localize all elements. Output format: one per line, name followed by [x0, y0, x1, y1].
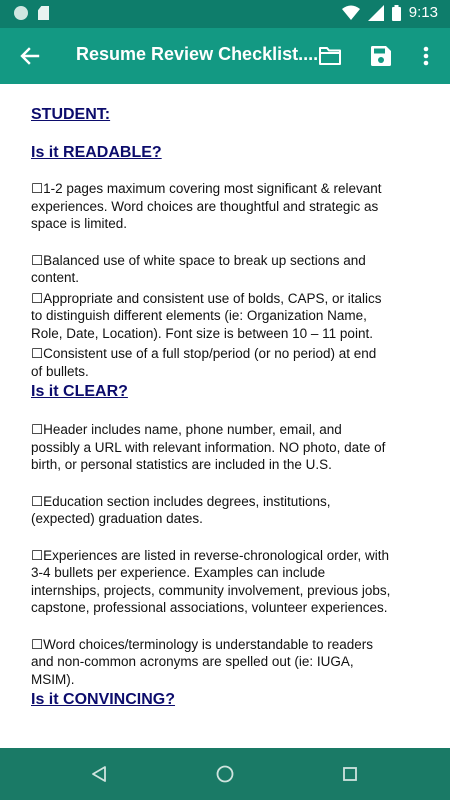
back-triangle-icon	[91, 766, 107, 782]
back-button[interactable]	[10, 36, 50, 76]
sd-card-icon	[38, 6, 49, 20]
save-icon	[371, 46, 391, 66]
nav-home-button[interactable]	[209, 758, 241, 790]
checklist-item: ☐Experiences are listed in reverse-chronological order, with 3-4 bullets per experience. Examples can include internships, projects, community involvement, previous jobs, capstone, professional associations, volunteer experiences.	[31, 547, 391, 615]
checklist-item: ☐Header includes name, phone number, email, and possibly a URL with relevant information. NO photo, date of birth, or personal statistics are included in the U.S.	[31, 422, 386, 472]
more-vert-icon	[423, 46, 429, 66]
status-left-icons	[14, 6, 49, 20]
wifi-icon	[342, 5, 360, 21]
app-bar	[0, 28, 450, 84]
page-title: Resume Review Checklist....	[76, 44, 319, 64]
checklist-item: ☐Word choices/terminology is understandable to readers and non-common acronyms are spelled out (ie: IUGA, MSIM).	[31, 636, 374, 687]
open-folder-button[interactable]	[310, 36, 350, 76]
nav-back-button[interactable]	[83, 758, 115, 790]
status-right-icons	[342, 4, 438, 21]
recents-square-icon	[343, 767, 357, 781]
checklist-item: ☐Appropriate and consistent use of bolds, CAPS, or italics to distinguish different elements (ie: Organization Name, Role, Date, Location). Font size is between 10 – 11 point.	[31, 290, 382, 341]
section-heading-convincing: Is it CONVINCING?	[31, 691, 176, 708]
status-bar	[0, 0, 450, 28]
document-body	[31, 106, 391, 709]
overflow-menu-button[interactable]	[406, 36, 446, 76]
battery-icon	[392, 5, 401, 21]
checklist-item: ☐1-2 pages maximum covering most significant & relevant experiences. Word choices are thoughtful and strategic as space is limited.	[31, 181, 382, 231]
navigation-bar	[0, 748, 450, 800]
signal-icon	[368, 5, 384, 21]
arrow-back-icon	[20, 46, 40, 66]
section-heading-clear: Is it CLEAR?	[31, 383, 128, 400]
status-time: 9:13	[408, 4, 438, 21]
save-button[interactable]	[361, 36, 401, 76]
circle-icon	[14, 6, 28, 20]
checklist-item: ☐Education section includes degrees, institutions, (expected) graduation dates.	[31, 493, 331, 526]
home-circle-icon	[216, 765, 234, 783]
document-viewer[interactable]	[0, 84, 450, 748]
checklist-item: ☐Balanced use of white space to break up sections and content.	[31, 252, 366, 285]
section-heading-readable: Is it READABLE?	[31, 144, 162, 161]
folder-icon	[318, 46, 342, 66]
nav-recents-button[interactable]	[334, 758, 366, 790]
student-heading: STUDENT:	[31, 106, 111, 123]
checklist-item: ☐Consistent use of a full stop/period (or no period) at end of bullets.	[31, 346, 377, 379]
